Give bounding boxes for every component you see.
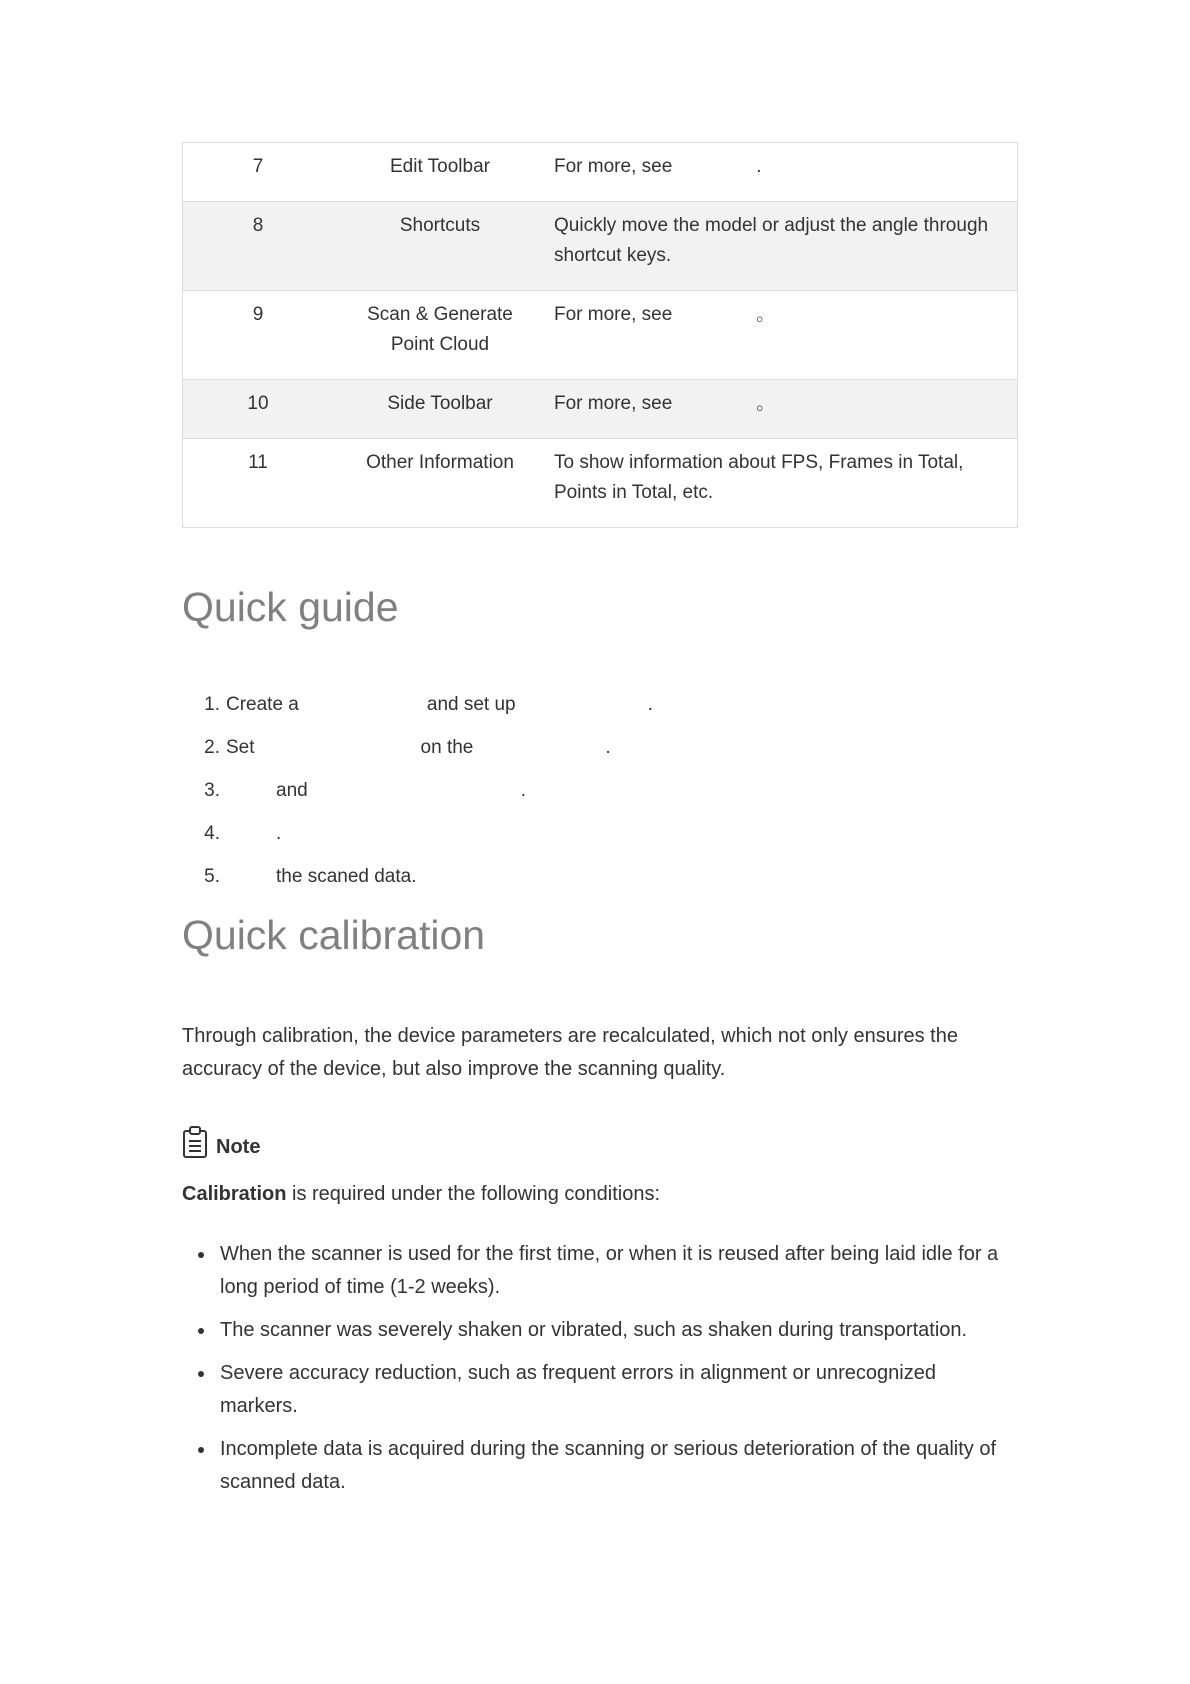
step-text: . (520, 780, 526, 801)
row-description (547, 380, 1018, 439)
quick-guide-steps (182, 683, 1018, 898)
step-text: Set (226, 737, 255, 758)
quick-guide-heading: Quick guide (182, 584, 399, 630)
note-label: Note (216, 1136, 261, 1158)
table-row (183, 380, 1018, 439)
step-text: and (276, 780, 308, 801)
table-row (183, 439, 1018, 528)
list-item: Incomplete data is acquired during the scanning or serious deterioration of the quality of scanned data. (182, 1433, 1018, 1499)
table-row (183, 143, 1018, 202)
list-item (182, 812, 1018, 855)
document-page (182, 142, 1018, 1509)
step-number: 4. (204, 823, 220, 844)
step-number: 3. (204, 780, 220, 801)
row-description (547, 143, 1018, 202)
clipboard-icon (182, 1125, 208, 1159)
list-item (182, 855, 1018, 898)
condition-list (182, 1238, 1018, 1499)
row-name: Shortcuts (399, 215, 481, 236)
desc-punct: 。 (756, 393, 776, 414)
list-item (182, 726, 1018, 769)
row-name: Edit Toolbar (390, 156, 490, 177)
row-name (333, 291, 547, 380)
row-number: 11 (248, 452, 268, 473)
row-description: Quickly move the model or adjust the angle through shortcut keys. (554, 215, 989, 266)
step-text: . (276, 823, 282, 844)
row-number: 10 (247, 393, 269, 414)
list-item: The scanner was severely shaken or vibrated, such as shaken during transportation. (182, 1314, 1018, 1347)
calibration-bold: Calibration (182, 1183, 287, 1205)
row-name: Side Toolbar (387, 393, 493, 414)
step-number: 1. (204, 694, 220, 715)
step-text: . (647, 694, 653, 715)
row-name-text: Scan & Generate Point Cloud (367, 304, 513, 355)
row-number: 9 (252, 304, 264, 325)
desc-text: For more, see (554, 393, 673, 414)
desc-punct: . (756, 156, 762, 177)
calibration-intro: Through calibration, the device parameters are recalculated, which not only ensures the accuracy of the device, but also improve the scanning quality. (182, 1025, 958, 1080)
step-number: 5. (204, 866, 220, 887)
desc-punct: 。 (756, 304, 776, 325)
list-item (182, 769, 1018, 812)
step-text: the scaned data. (276, 866, 417, 887)
row-number: 7 (252, 156, 264, 177)
list-item (182, 683, 1018, 726)
row-description: To show information about FPS, Frames in Total, Points in Total, etc. (554, 452, 964, 503)
step-number: 2. (204, 737, 220, 758)
interface-table (182, 142, 1018, 528)
row-description (547, 291, 1018, 380)
step-text: Create a (226, 694, 299, 715)
calibration-condition (182, 1178, 1018, 1211)
desc-text: For more, see (554, 156, 673, 177)
condition-text: is required under the following conditions: (286, 1183, 661, 1205)
list-item: When the scanner is used for the first time, or when it is reused after being laid idle for a long period of time (1-2 weeks). (182, 1238, 1018, 1304)
step-text: on the (420, 737, 474, 758)
quick-calibration-heading: Quick calibration (182, 912, 486, 958)
step-text: and set up (426, 694, 516, 715)
table-row (183, 202, 1018, 291)
table-row (183, 291, 1018, 380)
step-text: . (605, 737, 611, 758)
note-callout (182, 1113, 1018, 1159)
row-number: 8 (252, 215, 264, 236)
row-name: Other Information (366, 452, 514, 473)
list-item: Severe accuracy reduction, such as frequent errors in alignment or unrecognized markers. (182, 1357, 1018, 1423)
desc-text: For more, see (554, 304, 673, 325)
